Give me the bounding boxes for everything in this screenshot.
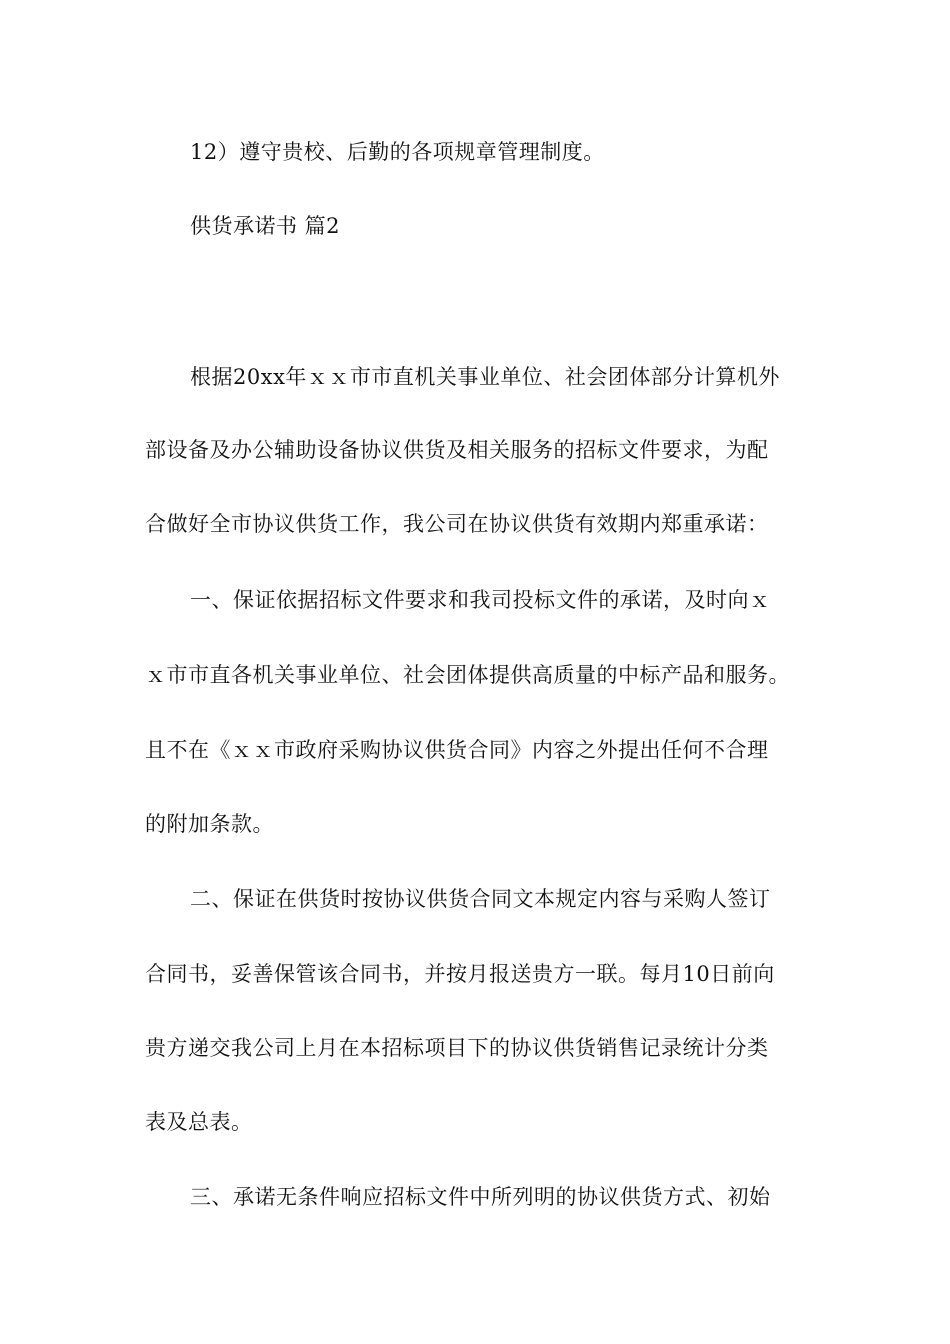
paragraph-line: 一、保证依据招标文件要求和我司投标文件的承诺，及时向ｘ (190, 588, 771, 612)
paragraph-line: 合做好全市协议供货工作，我公司在协议供货有效期内郑重承诺： (145, 512, 769, 536)
paragraph-line: 表及总表。 (145, 1110, 253, 1134)
section-heading: 供货承诺书 篇2 (190, 214, 341, 238)
paragraph-line: 的附加条款。 (145, 812, 274, 836)
paragraph-line: ｘ市市直各机关事业单位、社会团体提供高质量的中标产品和服务。 (145, 663, 790, 687)
paragraph-line: 12）遵守贵校、后勤的各项规章管理制度。 (190, 140, 605, 164)
paragraph-line: 二、保证在供货时按协议供货合同文本规定内容与采购人签订 (190, 887, 771, 911)
paragraph-line: 合同书，妥善保管该合同书，并按月报送贵方一联。每月10日前向 (145, 962, 775, 986)
paragraph-line: 部设备及办公辅助设备协议供货及相关服务的招标文件要求，为配 (145, 438, 769, 462)
paragraph-line: 三、承诺无条件响应招标文件中所列明的协议供货方式、初始 (190, 1185, 771, 1209)
paragraph-line: 且不在《ｘｘ市政府采购协议供货合同》内容之外提出任何不合理 (145, 738, 769, 762)
paragraph-line: 贵方递交我公司上月在本招标项目下的协议供货销售记录统计分类 (145, 1036, 769, 1060)
paragraph-line: 根据20xx年ｘｘ市市直机关事业单位、社会团体部分计算机外 (190, 365, 780, 389)
